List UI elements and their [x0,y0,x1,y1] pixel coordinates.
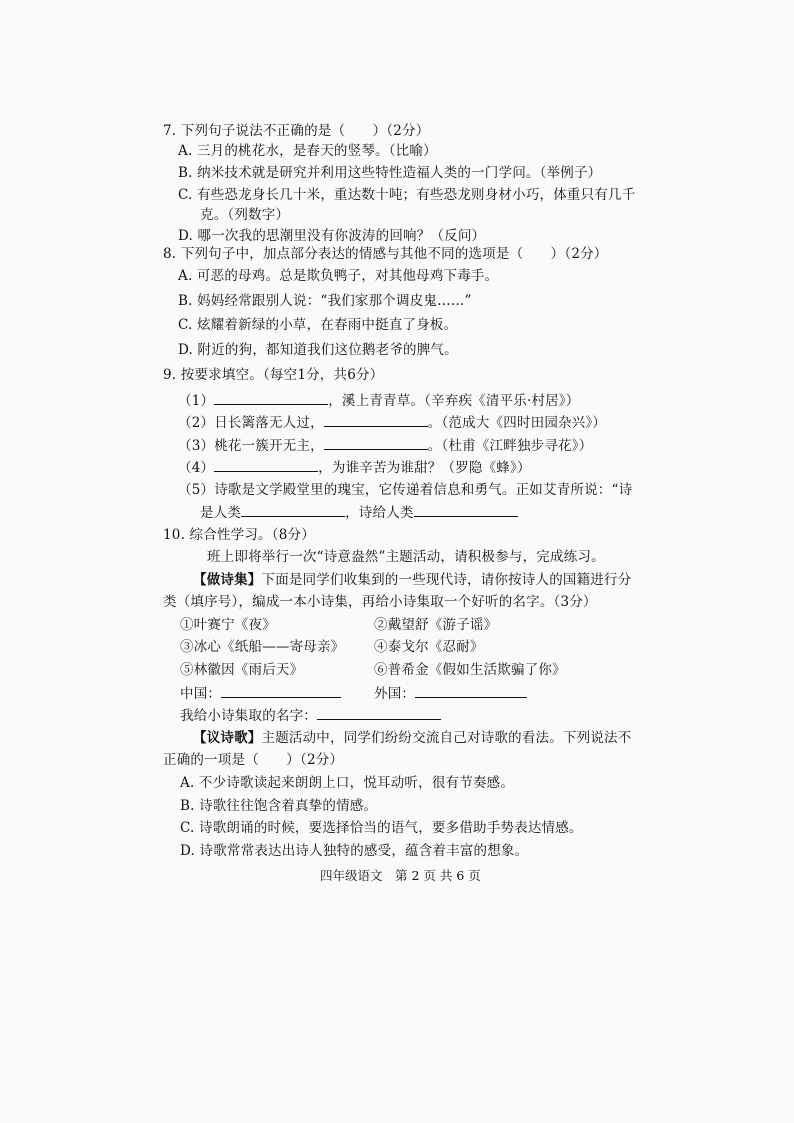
page-footer: 四年级语文 第 2 页 共 6 页 [320,868,481,883]
poem-item: ②戴望舒《游子谣》 [374,617,498,633]
q10-option-d: D. 诗歌常常表达出诗人独特的感受，蕴含着丰富的想象。 [180,843,529,859]
q9-item-1 [178,391,580,410]
q9-item-1-text: ，溪上青青草。（辛弃疾《清平乐·村居》） [328,393,580,409]
q9-blank-5[interactable] [241,503,345,517]
foreign-row [374,684,527,703]
q10-part2-line2: 正确的一项是（ ）（2分） [163,752,344,768]
q7-option-c-cont: 克。（列数字） [200,207,290,223]
q10-option-a: A. 不少诗歌读起来朗朗上口，悦耳动听，很有节奏感。 [180,775,515,791]
q9-stem: 9. 按要求填空。（每空1分，共6分） [163,367,384,383]
q7-option-b: B. 纳米技术就是研究并利用这些特性造福人类的一门学问。（举例子） [178,165,602,181]
q10-part1-line2: 类（填序号），编成一本小诗集，再给小诗集取一个好听的名字。（3分） [163,594,597,610]
q9-blank-2[interactable] [324,413,428,427]
q9-item-4-number: （4） [178,460,215,476]
q8-option-d: D. 附近的狗，都知道我们这位鹅老爷的脾气。 [178,342,458,358]
q10-part2-tag: 【议诗歌】 [193,730,262,746]
collection-name-blank[interactable] [317,706,441,720]
q9-item-4-text: ，为谁辛苦为谁甜？（罗隐《蜂》） [318,460,531,476]
q8-option-c: C. 炫耀着新绿的小草，在春雨中挺直了身板。 [178,317,458,333]
q7-option-c: C. 有些恐龙身长几十米，重达数十吨；有些恐龙则身材小巧，体重只有几千 [178,187,636,203]
q9-item-2 [178,413,606,432]
q9-item-1-number: （1） [178,393,215,409]
foreign-label: 外国： [374,686,416,702]
q7-option-d: D. 哪一次我的思潮里没有你波涛的回响？（反问） [178,228,486,244]
q10-part2-line1 [193,729,631,747]
q9-item-4 [178,458,531,477]
q9-item-2-source: 。（范成大《四时田园杂兴》） [427,415,607,431]
q9-blank-4[interactable] [214,458,318,472]
china-answer-blank[interactable] [221,684,341,698]
q9-item-5-cont [200,503,518,522]
q10-stem: 10. 综合性学习。（8分） [163,527,315,543]
q9-blank-6[interactable] [414,503,518,517]
q9-item-3 [178,436,592,455]
china-row [180,684,341,703]
china-label: 中国： [180,686,222,702]
poem-item: ⑤林徽因《雨后天》 [180,662,304,678]
q10-option-b: B. 诗歌往往饱含着真挚的情感。 [180,798,378,814]
q10-part1-text: 下面是同学们收集到的一些现代诗，请你按诗人的国籍进行分 [261,572,632,588]
poem-item: ④泰戈尔《忍耐》 [374,639,484,655]
q9-item-5: （5）诗歌是文学殿堂里的瑰宝，它传递着信息和勇气。正如艾青所说：“诗 [178,482,633,498]
q8-option-a: A. 可恶的母鸡。总是欺负鸭子，对其他母鸡下毒手。 [178,268,499,284]
q10-intro: 班上即将举行一次“诗意盎然”主题活动，请积极参与，完成练习。 [207,549,605,565]
q8-option-b: B. 妈妈经常跟别人说：“我们家那个调皮鬼……” [178,293,472,309]
collection-name-label: 我给小诗集取的名字： [180,708,317,724]
foreign-answer-blank[interactable] [415,684,527,698]
q10-part1-line1 [193,571,631,589]
q7-option-a: A. 三月的桃花水，是春天的竖琴。（比喻） [178,143,437,159]
q9-item-5-text-a: 是人类 [200,505,242,521]
q9-blank-3[interactable] [324,436,428,450]
q10-part2-text: 主题活动中，同学们纷纷交流自己对诗歌的看法。下列说法不 [261,730,632,746]
q8-stem: 8. 下列句子中，加点部分表达的情感与其他不同的选项是（ ）（2分） [163,246,608,262]
q9-item-3-source: 。（杜甫《江畔独步寻花》） [427,438,593,454]
q10-part1-tag: 【做诗集】 [193,572,262,588]
poem-item: ⑥普希金《假如生活欺骗了你》 [374,662,566,678]
q9-item-3-text: （3）桃花一簇开无主， [178,438,324,454]
q9-item-2-text: （2）日长篱落无人过， [178,415,324,431]
q10-option-c: C. 诗歌朗诵的时候，要选择恰当的语气，要多借助手势表达情感。 [180,820,583,836]
poem-item: ①叶赛宁《夜》 [180,617,276,633]
poem-item: ③冰心《纸船——寄母亲》 [180,639,345,655]
collection-name-row [180,706,441,725]
q9-item-5-text-b: ，诗给人类 [345,505,414,521]
q7-stem: 7. 下列句子说法不正确的是（ ）（2分） [163,123,430,139]
q9-blank-1[interactable] [214,391,328,405]
